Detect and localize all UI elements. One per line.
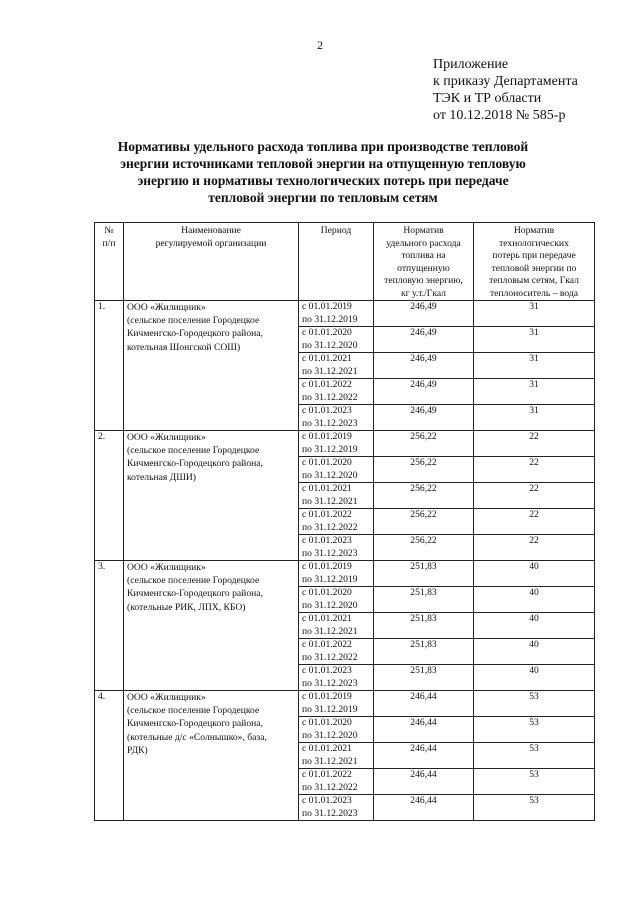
loss-norm-cell: 53 xyxy=(474,691,595,717)
period-cell: с 01.01.2020 по 31.12.2020 xyxy=(299,457,374,483)
fuel-norm-cell: 246,49 xyxy=(374,405,474,431)
loss-norm-cell: 53 xyxy=(474,743,595,769)
appendix-line: от 10.12.2018 № 585-р xyxy=(433,108,566,123)
fuel-norm-cell: 246,49 xyxy=(374,353,474,379)
appendix-line: к приказу Департамента xyxy=(433,74,578,89)
title-line: энергии источниками тепловой энергии на отпущенную тепловую xyxy=(120,156,526,171)
loss-norm-cell: 40 xyxy=(474,665,595,691)
fuel-norm-cell: 256,22 xyxy=(374,535,474,561)
fuel-norm-cell: 246,49 xyxy=(374,301,474,327)
org-number: 2. xyxy=(95,431,124,561)
period-cell: с 01.01.2023 по 31.12.2023 xyxy=(299,665,374,691)
table-body xyxy=(95,301,595,821)
period-cell: с 01.01.2020 по 31.12.2020 xyxy=(299,587,374,613)
loss-norm-cell: 22 xyxy=(474,457,595,483)
fuel-norm-cell: 251,83 xyxy=(374,613,474,639)
loss-norm-cell: 53 xyxy=(474,717,595,743)
period-cell: с 01.01.2022 по 31.12.2022 xyxy=(299,379,374,405)
fuel-norm-cell: 246,44 xyxy=(374,795,474,821)
period-cell: с 01.01.2021 по 31.12.2021 xyxy=(299,743,374,769)
appendix-block xyxy=(433,56,578,124)
table-row xyxy=(95,691,595,717)
fuel-norm-cell: 256,22 xyxy=(374,483,474,509)
normatives-table xyxy=(94,222,595,821)
period-cell: с 01.01.2019 по 31.12.2019 xyxy=(299,561,374,587)
fuel-norm-cell: 246,44 xyxy=(374,743,474,769)
fuel-norm-cell: 246,49 xyxy=(374,327,474,353)
org-name: ООО «Жилищник» (сельское поселение Городецкое Кичменгско-Городецкого района, котельная ДШИ) xyxy=(124,431,299,561)
loss-norm-cell: 22 xyxy=(474,509,595,535)
table-row xyxy=(95,301,595,327)
period-cell: с 01.01.2019 по 31.12.2019 xyxy=(299,301,374,327)
period-cell: с 01.01.2021 по 31.12.2021 xyxy=(299,483,374,509)
period-cell: с 01.01.2023 по 31.12.2023 xyxy=(299,405,374,431)
fuel-norm-cell: 246,44 xyxy=(374,691,474,717)
fuel-norm-cell: 251,83 xyxy=(374,587,474,613)
period-cell: с 01.01.2022 по 31.12.2022 xyxy=(299,639,374,665)
period-cell: с 01.01.2020 по 31.12.2020 xyxy=(299,717,374,743)
loss-norm-cell: 31 xyxy=(474,353,595,379)
period-cell: с 01.01.2023 по 31.12.2023 xyxy=(299,795,374,821)
org-name: ООО «Жилищник» (сельское поселение Городецкое Кичменгско-Городецкого района, (котельные д/с «Солнышко», база, РДК) xyxy=(124,691,299,821)
header-loss-norm: Норматив технологических потерь при передаче тепловой энергии по тепловым сетям, Гкал теплоноситель – вода xyxy=(474,223,595,301)
loss-norm-cell: 22 xyxy=(474,535,595,561)
org-number: 4. xyxy=(95,691,124,821)
period-cell: с 01.01.2022 по 31.12.2022 xyxy=(299,509,374,535)
loss-norm-cell: 40 xyxy=(474,639,595,665)
loss-norm-cell: 31 xyxy=(474,327,595,353)
period-cell: с 01.01.2019 по 31.12.2019 xyxy=(299,431,374,457)
fuel-norm-cell: 251,83 xyxy=(374,665,474,691)
fuel-norm-cell: 256,22 xyxy=(374,509,474,535)
header-org-name: Наименование регулируемой организации xyxy=(124,223,299,301)
loss-norm-cell: 22 xyxy=(474,431,595,457)
period-cell: с 01.01.2021 по 31.12.2021 xyxy=(299,613,374,639)
header-period: Период xyxy=(299,223,374,301)
period-cell: с 01.01.2022 по 31.12.2022 xyxy=(299,769,374,795)
loss-norm-cell: 40 xyxy=(474,561,595,587)
org-name: ООО «Жилищник» (сельское поселение Городецкое Кичменгско-Городецкого района, котельная Шонгской СОШ) xyxy=(124,301,299,431)
appendix-line: ТЭК и ТР области xyxy=(433,91,542,106)
table-header-row xyxy=(95,223,595,301)
loss-norm-cell: 53 xyxy=(474,769,595,795)
loss-norm-cell: 31 xyxy=(474,405,595,431)
fuel-norm-cell: 246,44 xyxy=(374,717,474,743)
fuel-norm-cell: 256,22 xyxy=(374,431,474,457)
period-cell: с 01.01.2021 по 31.12.2021 xyxy=(299,353,374,379)
header-fuel-norm: Норматив удельного расхода топлива на отпущенную тепловую энергию, кг у.т./Гкал xyxy=(374,223,474,301)
fuel-norm-cell: 251,83 xyxy=(374,639,474,665)
title-line: энергию и нормативы технологических потерь при передаче xyxy=(137,173,509,188)
org-number: 3. xyxy=(95,561,124,691)
loss-norm-cell: 40 xyxy=(474,613,595,639)
fuel-norm-cell: 246,44 xyxy=(374,769,474,795)
period-cell: с 01.01.2019 по 31.12.2019 xyxy=(299,691,374,717)
loss-norm-cell: 22 xyxy=(474,483,595,509)
title-line: Нормативы удельного расхода топлива при производстве тепловой xyxy=(117,139,529,154)
loss-norm-cell: 31 xyxy=(474,379,595,405)
fuel-norm-cell: 256,22 xyxy=(374,457,474,483)
org-name: ООО «Жилищник» (сельское поселение Городецкое Кичменгско-Городецкого района, (котельные РИК, ЛПХ, КБО) xyxy=(124,561,299,691)
loss-norm-cell: 40 xyxy=(474,587,595,613)
period-cell: с 01.01.2023 по 31.12.2023 xyxy=(299,535,374,561)
loss-norm-cell: 53 xyxy=(474,795,595,821)
fuel-norm-cell: 246,49 xyxy=(374,379,474,405)
appendix-line: Приложение xyxy=(433,57,509,72)
document-title xyxy=(96,138,550,206)
title-line: тепловой энергии по тепловым сетям xyxy=(208,190,438,205)
table-row xyxy=(95,561,595,587)
header-num: № п/п xyxy=(95,223,124,301)
page-number: 2 xyxy=(317,38,323,52)
org-number: 1. xyxy=(95,301,124,431)
loss-norm-cell: 31 xyxy=(474,301,595,327)
table-row xyxy=(95,431,595,457)
period-cell: с 01.01.2020 по 31.12.2020 xyxy=(299,327,374,353)
fuel-norm-cell: 251,83 xyxy=(374,561,474,587)
